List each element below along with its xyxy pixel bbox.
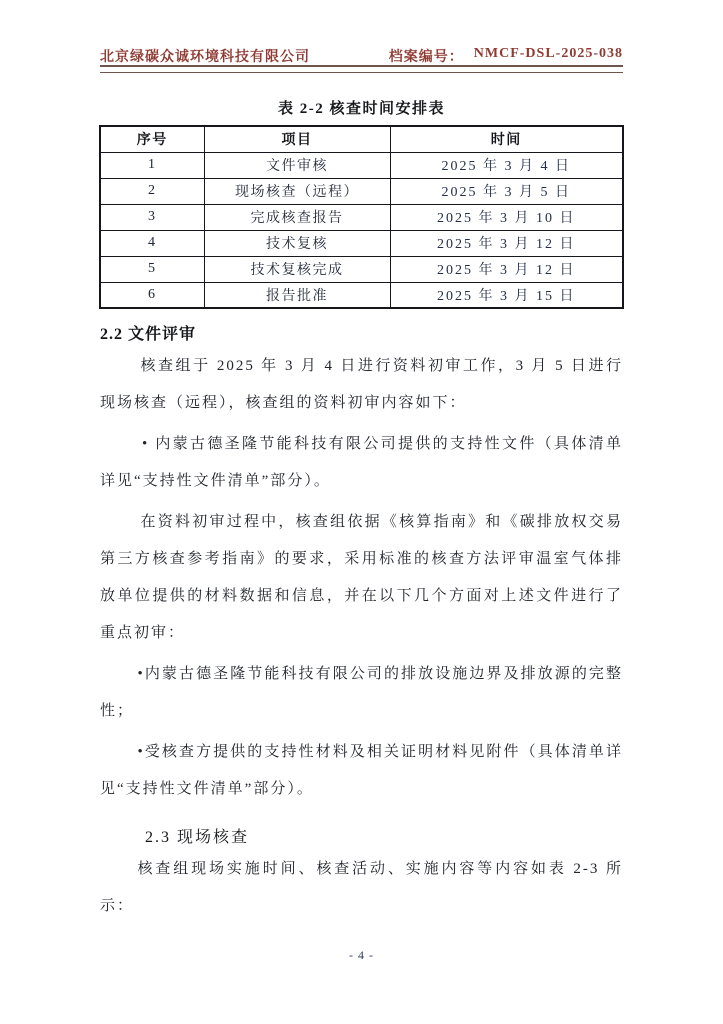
doc-number-value: NMCF-DSL-2025-038 (473, 46, 623, 61)
col-header-index: 序号 (100, 126, 204, 152)
col-header-item: 项目 (204, 126, 390, 152)
doc-number-label: 档案编号： (388, 50, 464, 65)
cell-time: 2025 年 3 月 15 日 (390, 282, 623, 308)
bullet-supporting-documents: • 内蒙古德圣隆节能科技有限公司提供的支持性文件（具体清单详见“支持性文件清单”部分）。 (100, 436, 623, 489)
cell-item: 现场核查（远程） (204, 178, 390, 204)
table-row (100, 230, 623, 256)
section-heading-2-3: 2.3 现场核查 (145, 829, 250, 846)
schedule-table (99, 125, 624, 309)
cell-time: 2025 年 3 月 5 日 (390, 178, 623, 204)
table-row (100, 282, 623, 308)
page-number: - 4 - (349, 948, 374, 962)
cell-index: 2 (100, 178, 204, 204)
cell-index: 1 (100, 152, 204, 178)
cell-index: 3 (100, 204, 204, 230)
table-header-row (100, 126, 623, 152)
cell-item: 完成核查报告 (204, 204, 390, 230)
table-row (100, 256, 623, 282)
page-header (100, 46, 623, 73)
cell-item: 文件审核 (204, 152, 390, 178)
paragraph-initial-review: 核查组于 2025 年 3 月 4 日进行资料初审工作，3 月 5 日进行现场核查（远程），核查组的资料初审内容如下： (100, 358, 623, 411)
table-row (100, 178, 623, 204)
section-heading-2-2: 2.2 文件评审 (100, 326, 197, 343)
table-caption: 表 2-2 核查时间安排表 (278, 101, 445, 117)
paragraph-onsite-intro: 核查组现场实施时间、核查活动、实施内容等内容如表 2-3 所示： (100, 861, 623, 914)
cell-time: 2025 年 3 月 12 日 (390, 256, 623, 282)
cell-index: 4 (100, 230, 204, 256)
table-row (100, 204, 623, 230)
col-header-time: 时间 (390, 126, 623, 152)
cell-item: 技术复核 (204, 230, 390, 256)
paragraph-review-method: 在资料初审过程中，核查组依据《核算指南》和《碳排放权交易第三方核查参考指南》的要求，采用标准的核查方法评审温室气体排放单位提供的材料数据和信息，并在以下几个方面对上述文件进行了重点初审： (100, 514, 623, 641)
cell-item: 报告批准 (204, 282, 390, 308)
bullet-emission-boundary: •内蒙古德圣隆节能科技有限公司的排放设施边界及排放源的完整性； (100, 666, 623, 719)
header-doc-number (389, 46, 623, 66)
cell-index: 5 (100, 256, 204, 282)
cell-time: 2025 年 3 月 12 日 (390, 230, 623, 256)
cell-index: 6 (100, 282, 204, 308)
table-row (100, 152, 623, 178)
header-company-name: 北京绿碳众诚环境科技有限公司 (100, 50, 310, 65)
cell-time: 2025 年 3 月 4 日 (390, 152, 623, 178)
cell-time: 2025 年 3 月 10 日 (390, 204, 623, 230)
bullet-supporting-materials: •受核查方提供的支持性材料及相关证明材料见附件（具体清单详见“支持性文件清单”部分）。 (100, 744, 623, 797)
cell-item: 技术复核完成 (204, 256, 390, 282)
